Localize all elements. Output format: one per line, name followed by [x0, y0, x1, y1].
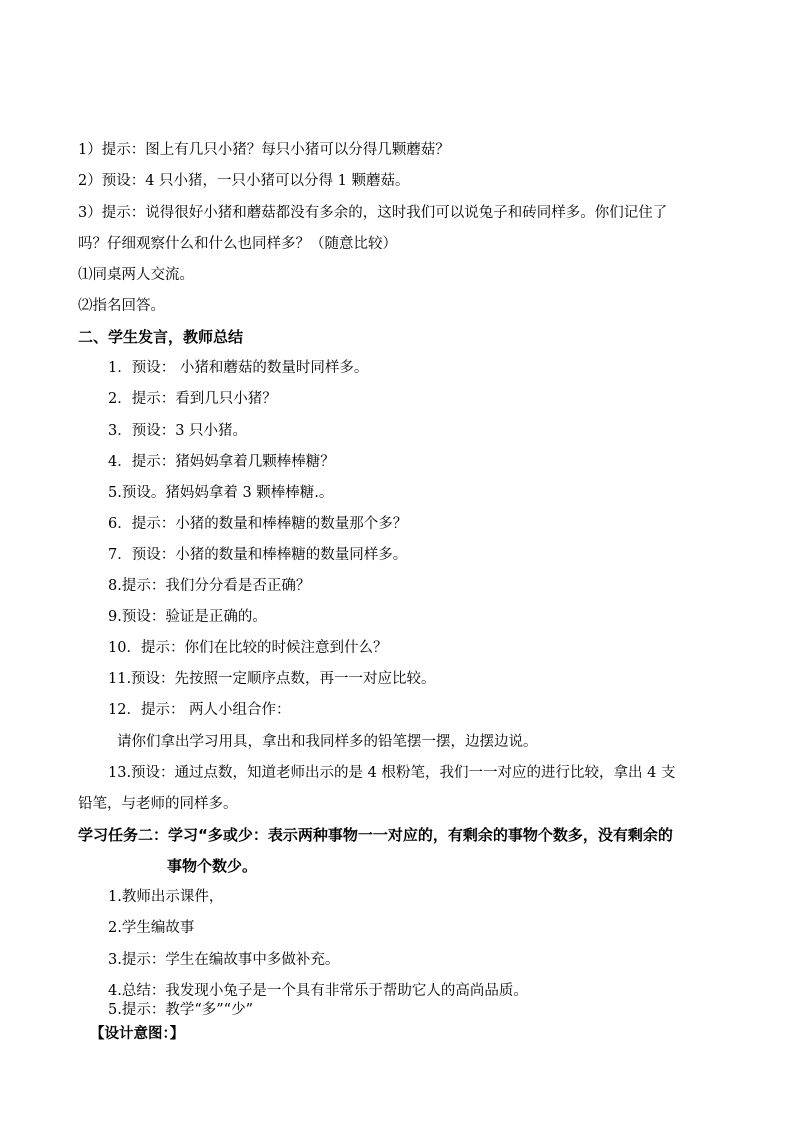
- section-2-instruction: 请你们拿出学习用具，拿出和我同样多的铅笔摆一摆，边摆边说。: [117, 734, 538, 750]
- section-2-item-11: 11.预设：先按照一定顺序点数，再一一对应比较。: [108, 671, 436, 687]
- section-2-item-7: 7．预设：小猪的数量和棒棒糖的数量同样多。: [108, 547, 408, 563]
- intro-line-2: 2）预设：4 只小猪，一只小猪可以分得 1 颗蘑菇。: [78, 173, 410, 189]
- section-2-item-6: 6．提示：小猪的数量和棒棒糖的数量那个多？: [108, 516, 408, 532]
- intro-line-6: ⑵指名回答。: [78, 298, 165, 314]
- section-2-item-12: 12．提示： 两人小组合作：: [108, 702, 291, 718]
- intro-line-3: 3）提示：说得很好小猪和蘑菇都没有多余的，这时我们可以说兔子和砖同样多。你们记住了: [78, 205, 668, 221]
- section-2-item-3: 3．预设：3 只小猪。: [108, 423, 248, 439]
- task-2-heading-line-2: 事物个数少。: [167, 857, 258, 875]
- task-2-item-2: 2.学生编故事: [108, 920, 195, 936]
- section-2-item-5: 5.预设。猪妈妈拿着 3 颗棒棒糖.。: [108, 485, 334, 501]
- section-2-heading: 二、学生发言，教师总结: [78, 328, 244, 346]
- task-2-heading-line-1: 学习任务二：学习“多或少：表示两种事物一一对应的，有剩余的事物个数多，没有剩余的: [78, 826, 673, 844]
- section-2-item-8: 8.提示：我们分分看是否正确？: [108, 578, 311, 594]
- section-2-item-2: 2．提示：看到几只小猪？: [108, 391, 277, 407]
- intro-line-1: 1）提示：图上有几只小猪？每只小猪可以分得几颗蘑菇？: [78, 142, 450, 158]
- section-2-item-1: 1．预设： 小猪和蘑菇的数量时同样多。: [108, 360, 369, 376]
- section-2-item-4: 4．提示：猪妈妈拿着几颗棒棒糖？: [108, 454, 335, 470]
- intro-line-5: ⑴同桌两人交流。: [78, 267, 194, 283]
- section-2-item-9: 9.预设：验证是正确的。: [108, 609, 267, 625]
- task-2-item-3: 3.提示：学生在编故事中多做补充。: [108, 952, 340, 968]
- design-intent-label: 【设计意图：】: [90, 1026, 185, 1042]
- section-2-item-10: 10．提示：你们在比较的时候注意到什么？: [108, 640, 388, 656]
- intro-line-4: 吗？仔细观察什么和什么也同样多？（随意比较）: [78, 236, 397, 252]
- task-2-item-4: 4.总结：我发现小兔子是一个具有非常乐于帮助它人的高尚品质。: [108, 983, 528, 999]
- task-2-item-5: 5.提示：教学“多”“少”: [108, 1002, 253, 1018]
- task-2-item-1: 1.教师出示课件，: [108, 889, 224, 905]
- section-2-item-13-line-2: 铅笔，与老师的同样多。: [78, 796, 238, 812]
- section-2-item-13-line-1: 13.预设：通过点数，知道老师出示的是 4 根粉笔，我们一一对应的进行比较，拿出 4 支: [108, 765, 676, 781]
